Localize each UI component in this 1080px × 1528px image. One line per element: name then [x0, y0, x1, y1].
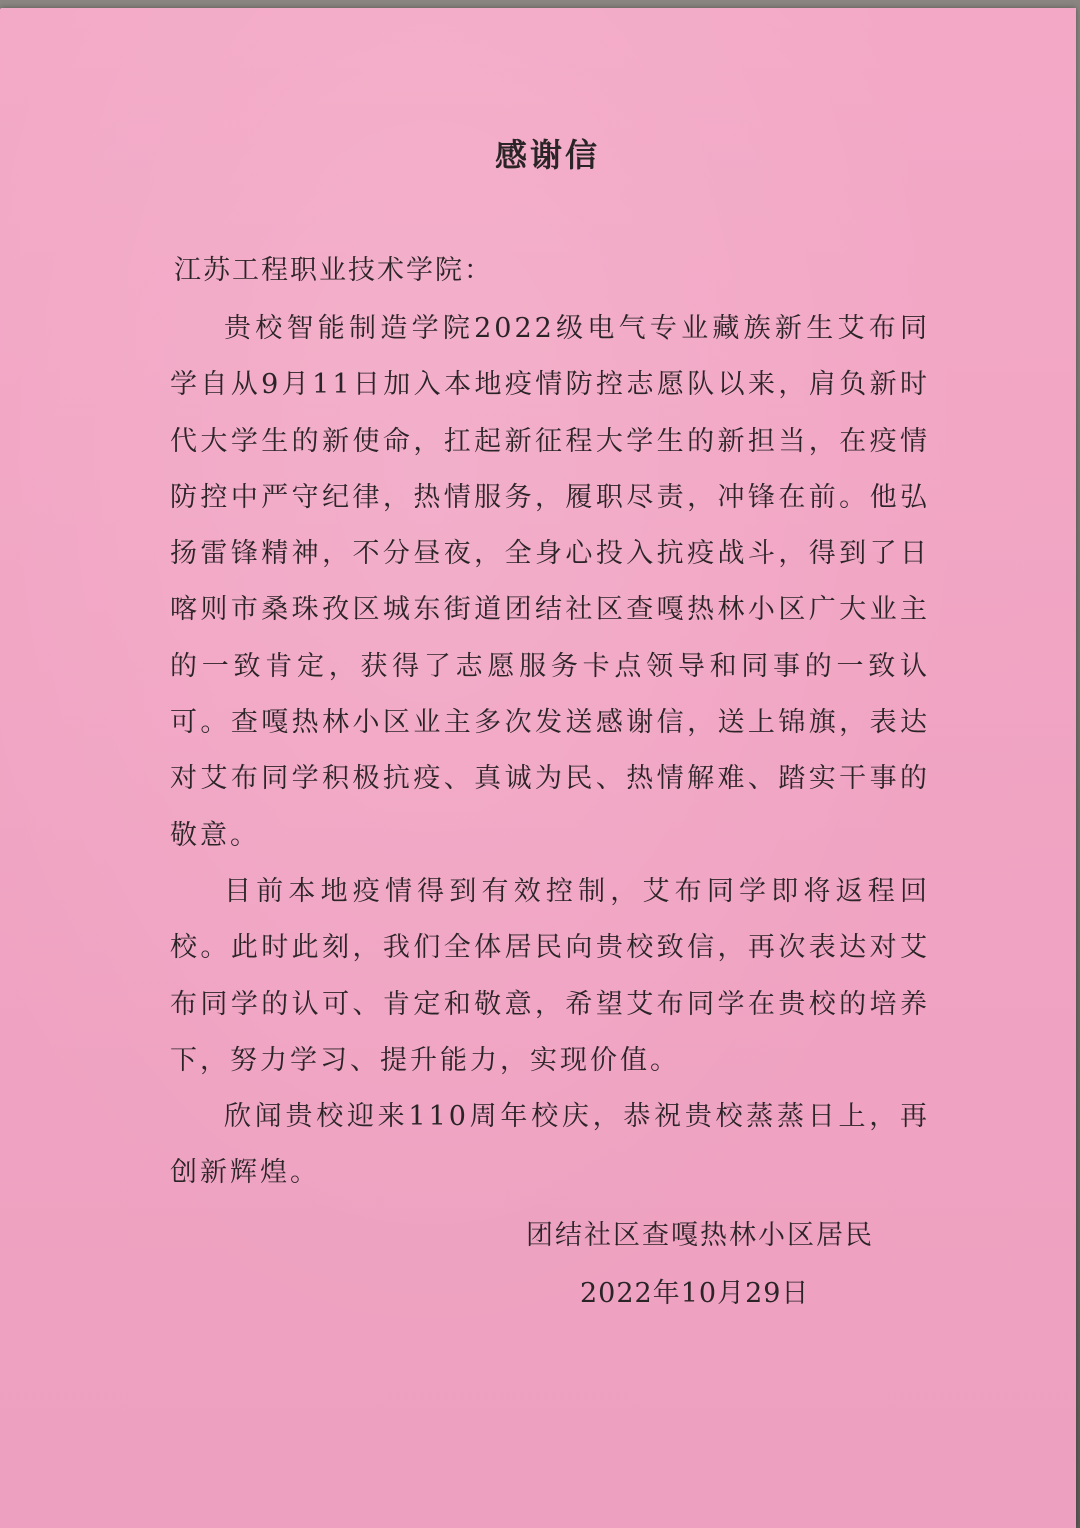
- letter-salutation: 江苏工程职业技术学院：: [174, 255, 493, 286]
- letter-paragraph-1: 贵校智能制造学院2022级电气专业藏族新生艾布同学自从9月11日加入本地疫情防控志愿队以来，肩负新时代大学生的新使命，扛起新征程大学生的新担当，在疫情防控中严守纪律，热情服务，履职尽责，冲锋在前。他弘扬雷锋精神，不分昼夜，全身心投入抗疫战斗，得到了日喀则市桑珠孜区城东街道团结社区查嘎热林小区广大业主的一致肯定，获得了志愿服务卡点领导和同事的一致认可。查嘎热林小区业主多次发送感谢信，送上锦旗，表达对艾布同学积极抗疫、真诚为民、热情解难、踏实干事的敬意。: [170, 313, 930, 851]
- letter-title: 感谢信: [494, 136, 600, 174]
- letter-signature: 团结社区查嘎热林小区居民: [526, 1220, 874, 1251]
- letter-sheet: [0, 8, 1076, 1528]
- letter-date: 2022年10月29日: [580, 1278, 810, 1309]
- letter-paragraph-2: 目前本地疫情得到有效控制，艾布同学即将返程回校。此时此刻，我们全体居民向贵校致信，再次表达对艾布同学的认可、肯定和敬意，希望艾布同学在贵校的培养下，努力学习、提升能力，实现价值。: [170, 875, 930, 1076]
- letter-body: [170, 301, 930, 1202]
- letter-paragraph-3: 欣闻贵校迎来110周年校庆，恭祝贵校蒸蒸日上，再创新辉煌。: [170, 1101, 930, 1189]
